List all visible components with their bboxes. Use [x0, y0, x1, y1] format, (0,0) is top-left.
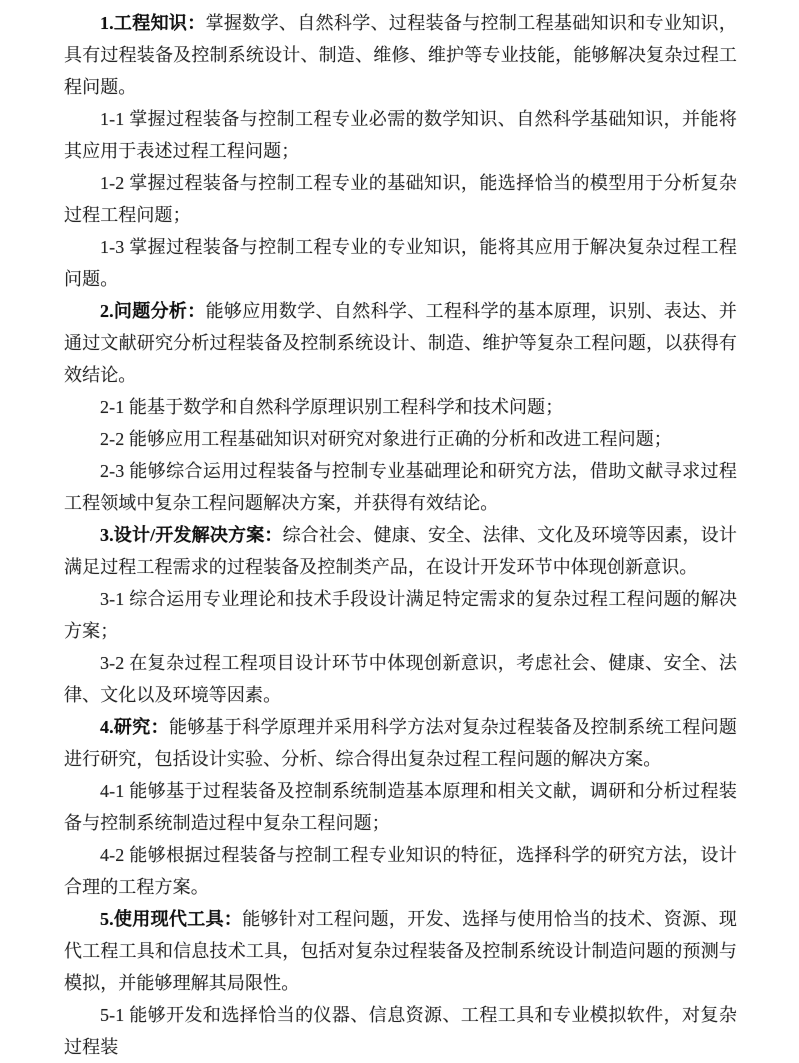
- indicator-paragraph: [64, 423, 737, 455]
- indicator-paragraph: [64, 999, 737, 1063]
- indicator-paragraph: [64, 167, 737, 231]
- paragraph-text: 1-3 掌握过程装备与控制工程专业的专业知识，能将其应用于解决复杂过程工程问题。: [64, 237, 737, 289]
- paragraph-text: 3-2 在复杂过程工程项目设计环节中体现创新意识，考虑社会、健康、安全、法律、文化以及环境等因素。: [64, 653, 737, 705]
- section-paragraph: [64, 519, 737, 583]
- paragraph-text: 能够应用数学、自然科学、工程科学的基本原理，识别、表达、并通过文献研究分析过程装备及控制系统设计、制造、维护等复杂工程问题，以获得有效结论。: [64, 301, 737, 385]
- indicator-paragraph: [64, 583, 737, 647]
- indicator-paragraph: [64, 775, 737, 839]
- section-heading: 1.工程知识：: [100, 13, 206, 33]
- paragraph-text: 2-3 能够综合运用过程装备与控制专业基础理论和研究方法，借助文献寻求过程工程领域中复杂工程问题解决方案，并获得有效结论。: [64, 461, 737, 513]
- paragraph-text: 能够针对工程问题，开发、选择与使用恰当的技术、资源、现代工程工具和信息技术工具，包括对复杂过程装备及控制系统设计制造问题的预测与模拟，并能够理解其局限性。: [64, 909, 737, 993]
- indicator-paragraph: [64, 391, 737, 423]
- paragraph-text: 2-2 能够应用工程基础知识对研究对象进行正确的分析和改进工程问题；: [100, 429, 672, 449]
- section-paragraph: [64, 295, 737, 391]
- paragraph-text: 2-1 能基于数学和自然科学原理识别工程科学和技术问题；: [100, 397, 564, 417]
- section-paragraph: [64, 903, 737, 999]
- paragraph-text: 5-1 能够开发和选择恰当的仪器、信息资源、工程工具和专业模拟软件，对复杂过程装: [64, 1005, 737, 1057]
- indicator-paragraph: [64, 455, 737, 519]
- indicator-paragraph: [64, 231, 737, 295]
- section-heading: 5.使用现代工具：: [100, 909, 243, 929]
- section-paragraph: [64, 7, 737, 103]
- paragraph-text: 1-1 掌握过程装备与控制工程专业必需的数学知识、自然科学基础知识，并能将其应用于表述过程工程问题；: [64, 109, 737, 161]
- requirements-text-block: [64, 7, 737, 1063]
- paragraph-text: 掌握数学、自然科学、过程装备与控制工程基础知识和专业知识，具有过程装备及控制系统设计、制造、维修、维护等专业技能，能够解决复杂过程工程问题。: [64, 13, 737, 97]
- indicator-paragraph: [64, 103, 737, 167]
- paragraph-text: 综合社会、健康、安全、法律、文化及环境等因素，设计满足过程工程需求的过程装备及控制类产品，在设计开发环节中体现创新意识。: [64, 525, 738, 577]
- paragraph-text: 4-2 能够根据过程装备与控制工程专业知识的特征，选择科学的研究方法，设计合理的工程方案。: [64, 845, 737, 897]
- section-heading: 3.设计/开发解决方案：: [100, 525, 283, 545]
- paragraph-text: 能够基于科学原理并采用科学方法对复杂过程装备及控制系统工程问题进行研究，包括设计实验、分析、综合得出复杂过程工程问题的解决方案。: [64, 717, 737, 769]
- indicator-paragraph: [64, 839, 737, 903]
- paragraph-text: 1-2 掌握过程装备与控制工程专业的基础知识，能选择恰当的模型用于分析复杂过程工程问题；: [64, 173, 737, 225]
- section-heading: 4.研究：: [100, 717, 169, 737]
- section-paragraph: [64, 711, 737, 775]
- paragraph-text: 4-1 能够基于过程装备及控制系统制造基本原理和相关文献，调研和分析过程装备与控制系统制造过程中复杂工程问题；: [64, 781, 737, 833]
- paragraph-text: 3-1 综合运用专业理论和技术手段设计满足特定需求的复杂过程工程问题的解决方案；: [64, 589, 737, 641]
- indicator-paragraph: [64, 647, 737, 711]
- section-heading: 2.问题分析：: [100, 301, 206, 321]
